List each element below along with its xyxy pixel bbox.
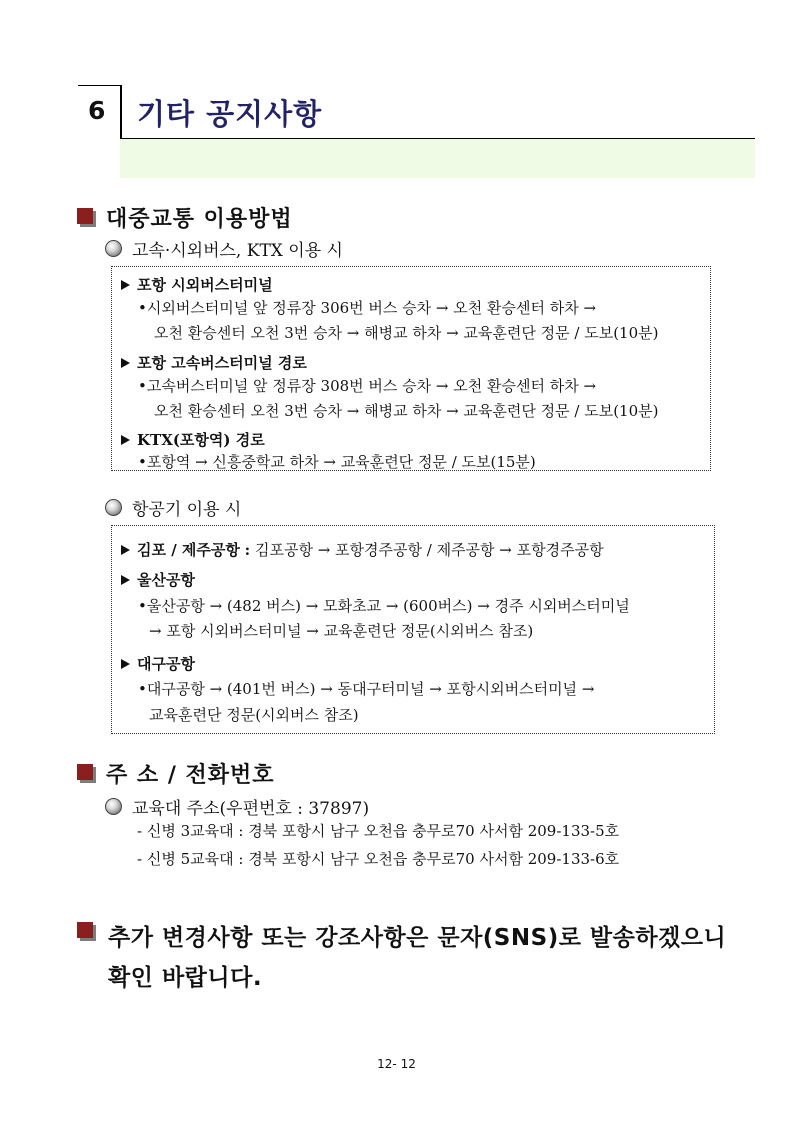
route-line: •울산공항 → (482 버스) → 모화초교 → (600버스) → 경주 시외버스터미널 xyxy=(138,597,630,615)
divider xyxy=(120,85,122,140)
route-line: •포항역 → 신흥중학교 하차 → 교육훈련단 정문 / 도보(15분) xyxy=(138,453,536,471)
subheading-text: 고속·시외버스, KTX 이용 시 xyxy=(132,241,343,261)
section-header-transport xyxy=(77,202,293,233)
route-title: 김포 / 제주공항 : 김포공항 → 포항경주공항 / 제주공항 → 포항경주공항 xyxy=(121,539,604,560)
subheading-text: 항공기 이용 시 xyxy=(132,500,242,520)
triangle-bullet-icon xyxy=(121,659,130,669)
notice-line: 추가 변경사항 또는 강조사항은 문자(SNS)로 발송하겠으니 xyxy=(108,925,727,951)
square-bullet-icon xyxy=(77,764,96,783)
triangle-bullet-icon xyxy=(121,545,130,555)
route-line: 오천 환승센터 오천 3번 승차 → 해병교 하차 → 교육훈련단 정문 / 도보(10분) xyxy=(154,402,659,420)
section-title: 대중교통 이용방법 xyxy=(106,207,293,232)
bus-routes-box xyxy=(111,266,711,471)
route-title: 포항 시외버스터미널 xyxy=(121,274,273,295)
circle-bullet-icon xyxy=(105,240,122,257)
notice-line: 확인 바랍니다. xyxy=(108,965,263,991)
square-bullet-icon xyxy=(77,922,96,941)
section-title: 주 소 / 전화번호 xyxy=(106,763,275,788)
address-line: - 신병 3교육대 : 경북 포항시 남구 오천읍 충무로70 사서함 209-133-5호 xyxy=(137,822,620,840)
route-title: 대구공항 xyxy=(121,653,195,674)
triangle-bullet-icon xyxy=(121,280,130,290)
chapter-title: 기타 공지사항 xyxy=(137,97,323,131)
subheading-text: 교육대 주소(우편번호 : 37897) xyxy=(132,799,370,819)
subheading-address xyxy=(105,794,369,819)
address-line: - 신병 5교육대 : 경북 포항시 남구 오천읍 충무로70 사서함 209-133-6호 xyxy=(137,850,620,868)
triangle-bullet-icon xyxy=(121,358,130,368)
triangle-bullet-icon xyxy=(121,575,130,585)
chapter-number: 6 xyxy=(88,96,106,125)
route-line: 오천 환승센터 오천 3번 승차 → 해병교 하차 → 교육훈련단 정문 / 도보(10분) xyxy=(154,324,659,342)
air-routes-box xyxy=(111,525,715,734)
route-line: •고속버스터미널 앞 정류장 308번 버스 승차 → 오천 환승센터 하차 → xyxy=(138,377,597,395)
route-line: •대구공항 → (401번 버스) → 동대구터미널 → 포항시외버스터미널 → xyxy=(138,680,595,698)
page-number: 12- 12 xyxy=(377,1057,416,1071)
circle-bullet-icon xyxy=(105,798,122,815)
triangle-bullet-icon xyxy=(121,435,130,445)
section-header-notice xyxy=(77,922,106,941)
divider xyxy=(78,85,121,86)
route-title: 포항 고속버스터미널 경로 xyxy=(121,352,307,373)
square-bullet-icon xyxy=(77,208,96,227)
section-header-address xyxy=(77,758,275,789)
route-line: 교육훈련단 정문(시외버스 참조) xyxy=(149,706,359,724)
chapter-band xyxy=(120,139,755,178)
subheading-air xyxy=(105,495,241,520)
route-title: 울산공항 xyxy=(121,569,195,590)
route-line: → 포항 시외버스터미널 → 교육훈련단 정문(시외버스 참조) xyxy=(149,622,534,640)
subheading-bus xyxy=(105,236,343,261)
route-title: KTX(포항역) 경로 xyxy=(121,429,265,450)
circle-bullet-icon xyxy=(105,499,122,516)
route-line: •시외버스터미널 앞 정류장 306번 버스 승차 → 오천 환승센터 하차 → xyxy=(138,299,597,317)
